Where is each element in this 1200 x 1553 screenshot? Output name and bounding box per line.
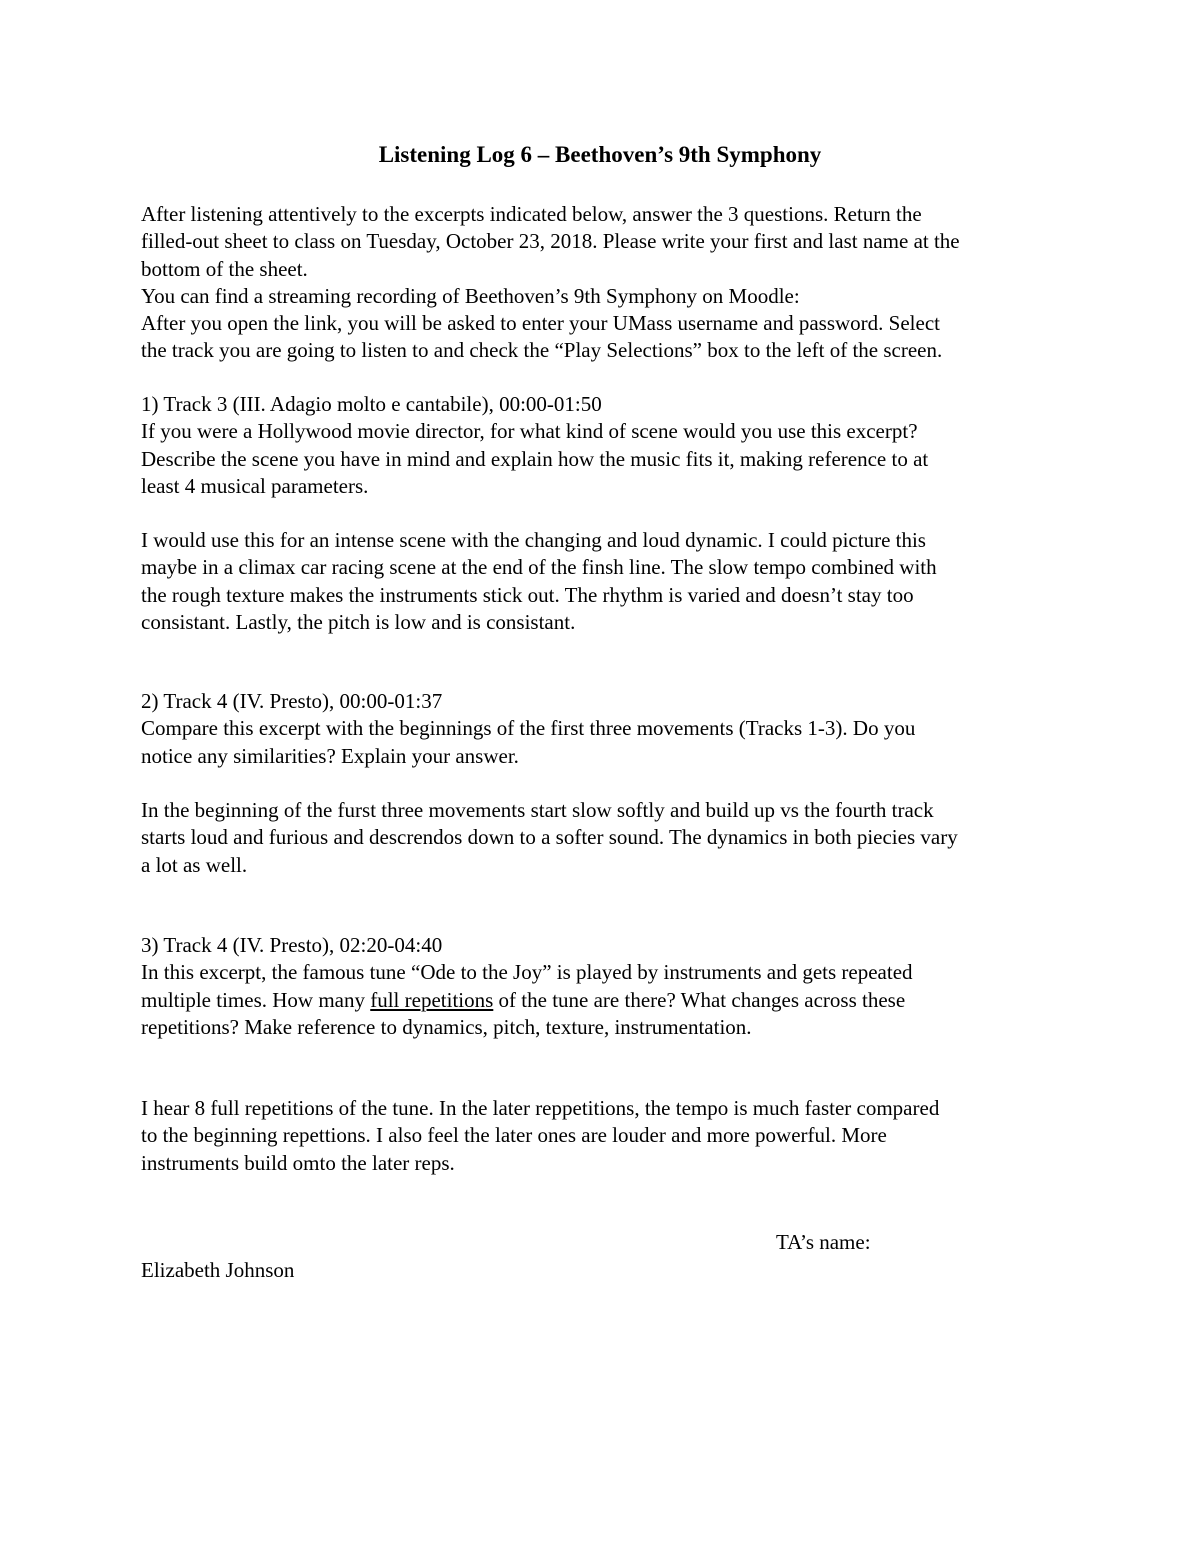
answer-line: I hear 8 full repetitions of the tune. In the later reppetitions, the tempo is much faster compared [141, 1096, 940, 1120]
question-prompt: In this excerpt, the famous tune “Ode to the Joy” is played by instruments and gets repeated [141, 960, 913, 985]
answer-1 [141, 527, 1071, 636]
answer-line: starts loud and furious and descrendos down to a softer sound. The dynamics in both piecies vary [141, 825, 958, 850]
intro-line: You can find a streaming recording of Beethoven’s 9th Symphony on Moodle: [141, 283, 800, 308]
question-2 [141, 688, 1071, 770]
answer-line: consistant. Lastly, the pitch is low and is consistant. [141, 609, 576, 634]
answer-line: instruments build omto the later reps. [141, 1150, 455, 1175]
intro-line: bottom of the sheet. [141, 256, 308, 281]
question-prompt: If you were a Hollywood movie director, for what kind of scene would you use this excerpt? [141, 419, 918, 444]
question-prompt: notice any similarities? Explain your answer. [141, 743, 519, 768]
question-prompt: least 4 musical parameters. [141, 473, 369, 498]
intro-line: After listening attentively to the excerpts indicated below, answer the 3 questions. Return the [141, 202, 922, 226]
prompt-text: multiple times. How many [141, 987, 371, 1012]
intro-line: filled-out sheet to class on Tuesday, October 23, 2018. Please write your first and last name at the [141, 229, 960, 254]
student-name: Elizabeth Johnson [141, 1258, 295, 1282]
question-prompt: Compare this excerpt with the beginnings of the first three movements (Tracks 1-3). Do you [141, 716, 916, 741]
answer-line: maybe in a climax car racing scene at the end of the finsh line. The slow tempo combined with [141, 555, 937, 580]
intro-paragraph [141, 201, 1071, 365]
prompt-text: of the tune are there? What changes across these [493, 987, 906, 1012]
question-heading: 3) Track 4 (IV. Presto), 02:20-04:40 [141, 933, 443, 957]
answer-2 [141, 797, 1071, 879]
intro-line: the track you are going to listen to and check the “Play Selections” box to the left of the screen. [141, 338, 943, 363]
answer-line: a lot as well. [141, 852, 248, 877]
underlined-phrase: full repetitions [370, 987, 494, 1012]
answer-line: In the beginning of the furst three movements start slow softly and build up vs the fourth track [141, 798, 934, 822]
question-heading: 2) Track 4 (IV. Presto), 00:00-01:37 [141, 689, 443, 713]
question-3 [141, 932, 1071, 1041]
question-1 [141, 391, 1071, 500]
question-prompt: repetitions? Make reference to dynamics, pitch, texture, instrumentation. [141, 1014, 752, 1039]
question-heading: 1) Track 3 (III. Adagio molto e cantabile), 00:00-01:50 [141, 392, 602, 416]
ta-name-label: TA’s name: [776, 1230, 871, 1254]
answer-line: to the beginning repettions. I also feel the later ones are louder and more powerful. More [141, 1123, 887, 1148]
question-prompt [141, 987, 1071, 1014]
answer-line: I would use this for an intense scene with the changing and loud dynamic. I could picture this [141, 528, 926, 552]
document-title: Listening Log 6 – Beethoven’s 9th Symphony [378, 142, 822, 167]
intro-line: After you open the link, you will be asked to enter your UMass username and password. Select [141, 311, 940, 336]
answer-3 [141, 1095, 1071, 1177]
question-prompt: Describe the scene you have in mind and explain how the music fits it, making reference to at [141, 446, 929, 471]
answer-line: the rough texture makes the instruments stick out. The rhythm is varied and doesn’t stay too [141, 582, 914, 607]
